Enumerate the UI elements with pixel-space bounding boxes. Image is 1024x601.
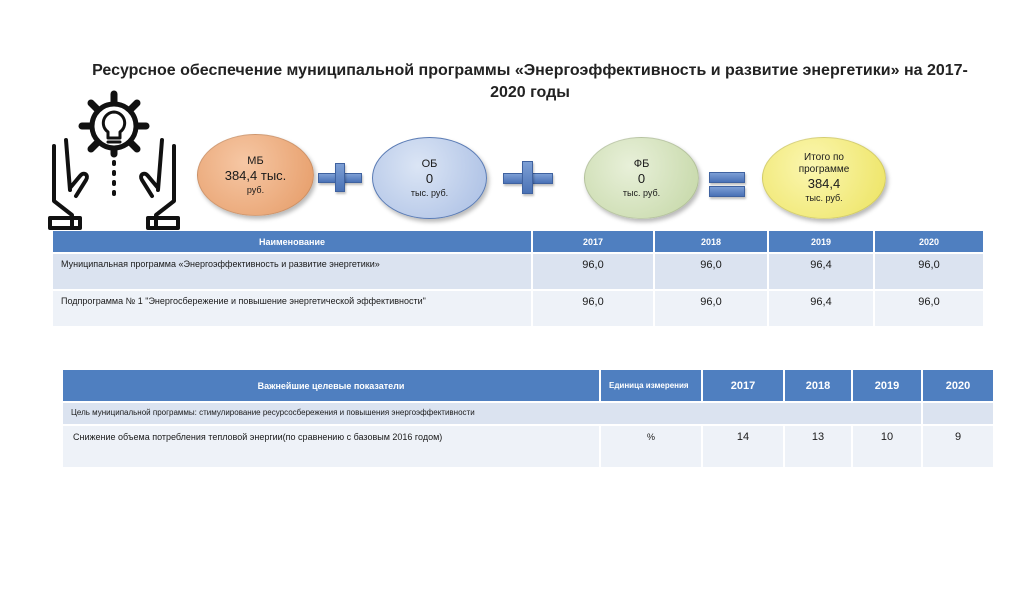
indicators-table [61, 368, 995, 469]
equals-icon [709, 170, 745, 198]
indicator-value: 9 [923, 426, 993, 467]
plus-icon [318, 163, 362, 191]
indicator-name: Снижение объема потребления тепловой энергии(по сравнению с базовым 2016 годом) [63, 426, 599, 467]
row-name: Муниципальная программа «Энергоэффективность и развитие энергетики» [53, 254, 531, 289]
funding-total-name: Итого по программе [798, 152, 850, 175]
column-header-year: 2018 [655, 231, 767, 252]
column-header-year: 2017 [533, 231, 653, 252]
table-row [53, 254, 983, 289]
row-value: 96,4 [769, 291, 873, 326]
indicator-value: 14 [703, 426, 783, 467]
funding-table-header [53, 231, 983, 252]
funding-mb-name: МБ [247, 154, 264, 167]
funding-ob-unit: тыс. руб. [410, 187, 449, 198]
column-header-year: 2018 [785, 370, 851, 401]
column-header-unit: Единица измерения [601, 370, 701, 401]
table-row [63, 426, 993, 467]
column-header-year: 2019 [769, 231, 873, 252]
indicator-value: 13 [785, 426, 851, 467]
row-value: 96,0 [655, 291, 767, 326]
column-header-name: Наименование [53, 231, 531, 252]
funding-total-value: 384,4 [807, 176, 841, 191]
row-value: 96,0 [875, 254, 983, 289]
funding-fb-unit: тыс. руб. [622, 187, 661, 198]
indicator-unit: % [601, 426, 701, 467]
row-value: 96,0 [533, 291, 653, 326]
funding-total-unit: тыс. руб. [805, 193, 843, 203]
indicators-table-header [63, 370, 993, 401]
program-goal: Цель муниципальной программы: стимулирование ресурсосбережения и повышения энергоэффективности [63, 403, 921, 424]
plus-icon [503, 161, 553, 193]
column-header-year: 2020 [875, 231, 983, 252]
row-value: 96,0 [533, 254, 653, 289]
funding-fb-name: ФБ [633, 157, 650, 170]
column-header-year: 2020 [923, 370, 993, 401]
funding-ob-value: 0 [425, 170, 434, 186]
goal-row [63, 403, 993, 424]
funding-mb-unit: руб. [246, 184, 265, 195]
funding-table [51, 229, 985, 328]
indicator-value: 10 [853, 426, 921, 467]
column-header-indicator: Важнейшие целевые показатели [63, 370, 599, 401]
funding-ob-name: ОБ [421, 157, 438, 170]
funding-fb-bubble [584, 137, 699, 219]
funding-ob-bubble [372, 137, 487, 219]
funding-fb-value: 0 [637, 170, 646, 186]
table-row [53, 291, 983, 326]
funding-total-bubble [762, 137, 886, 219]
row-name: Подпрограмма № 1 "Энергосбережение и повышение энергетической эффективности" [53, 291, 531, 326]
column-header-year: 2019 [853, 370, 921, 401]
row-value: 96,4 [769, 254, 873, 289]
funding-mb-bubble [197, 134, 314, 216]
funding-mb-value: 384,4 тыс. [224, 167, 287, 183]
goal-blank-cell [923, 403, 993, 424]
row-value: 96,0 [655, 254, 767, 289]
hands-lightbulb-gear-icon [44, 88, 184, 236]
column-header-year: 2017 [703, 370, 783, 401]
row-value: 96,0 [875, 291, 983, 326]
page-title: Ресурсное обеспечение муниципальной программы «Энергоэффективность и развитие энергетики» на 2017-2020 годы [92, 62, 968, 101]
